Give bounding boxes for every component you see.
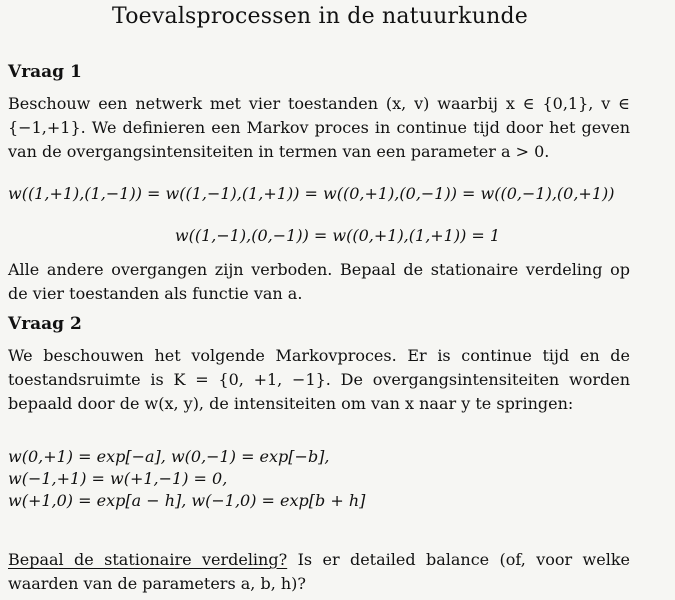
page-title: Toevalsprocessen in de natuurkunde (112, 4, 528, 29)
q2-equation-block (8, 446, 365, 512)
q1-equation-2: w((1,−1),(0,−1)) = w((0,+1),(1,+1)) = 1 (174, 226, 501, 245)
q2-heading: Vraag 2 (8, 314, 82, 334)
q1-equation-1: w((1,+1),(1,−1)) = w((1,−1),(1,+1)) = w((0,+1),(0,−1)) = w((0,−1),(0,+1)) (8, 184, 615, 203)
q2-equation-line-3: w(+1,0) = exp[a − h], w(−1,0) = exp[b + h] (8, 491, 366, 510)
q2-question (8, 548, 630, 596)
q1-intro: Beschouw een netwerk met vier toestanden (x, v) waarbij x ∈ {0,1}, v ∈ {−1,+1}. We definieren een Markov proces in continue tijd door het geven van de overgangsintensiteiten in termen van een parameter a > 0. (8, 94, 630, 161)
q1-heading: Vraag 1 (8, 62, 82, 82)
bleed-through (110, 64, 115, 83)
q2-question-underlined: Bepaal de stationaire verdeling? (8, 550, 288, 569)
q2-equation-line-2: w(−1,+1) = w(+1,−1) = 0, (8, 469, 228, 488)
q2-question-rest: Is er detailed balance (of, voor welke waarden van de parameters a, b, h)? (8, 550, 631, 593)
q2-equation-line-1: w(0,+1) = exp[−a], w(0,−1) = exp[−b], (8, 447, 330, 466)
q2-intro: We beschouwen het volgende Markovproces. Er is continue tijd en de toestandsruimte is K = {0, +1, −1}. De overgangsintensiteiten worden bepaald door de w(x, y), de intensiteiten om van x naar y te springen: (8, 346, 630, 413)
q1-closing: Alle andere overgangen zijn verboden. Bepaal de stationaire verdeling op de vier toestanden als functie van a. (8, 260, 630, 303)
